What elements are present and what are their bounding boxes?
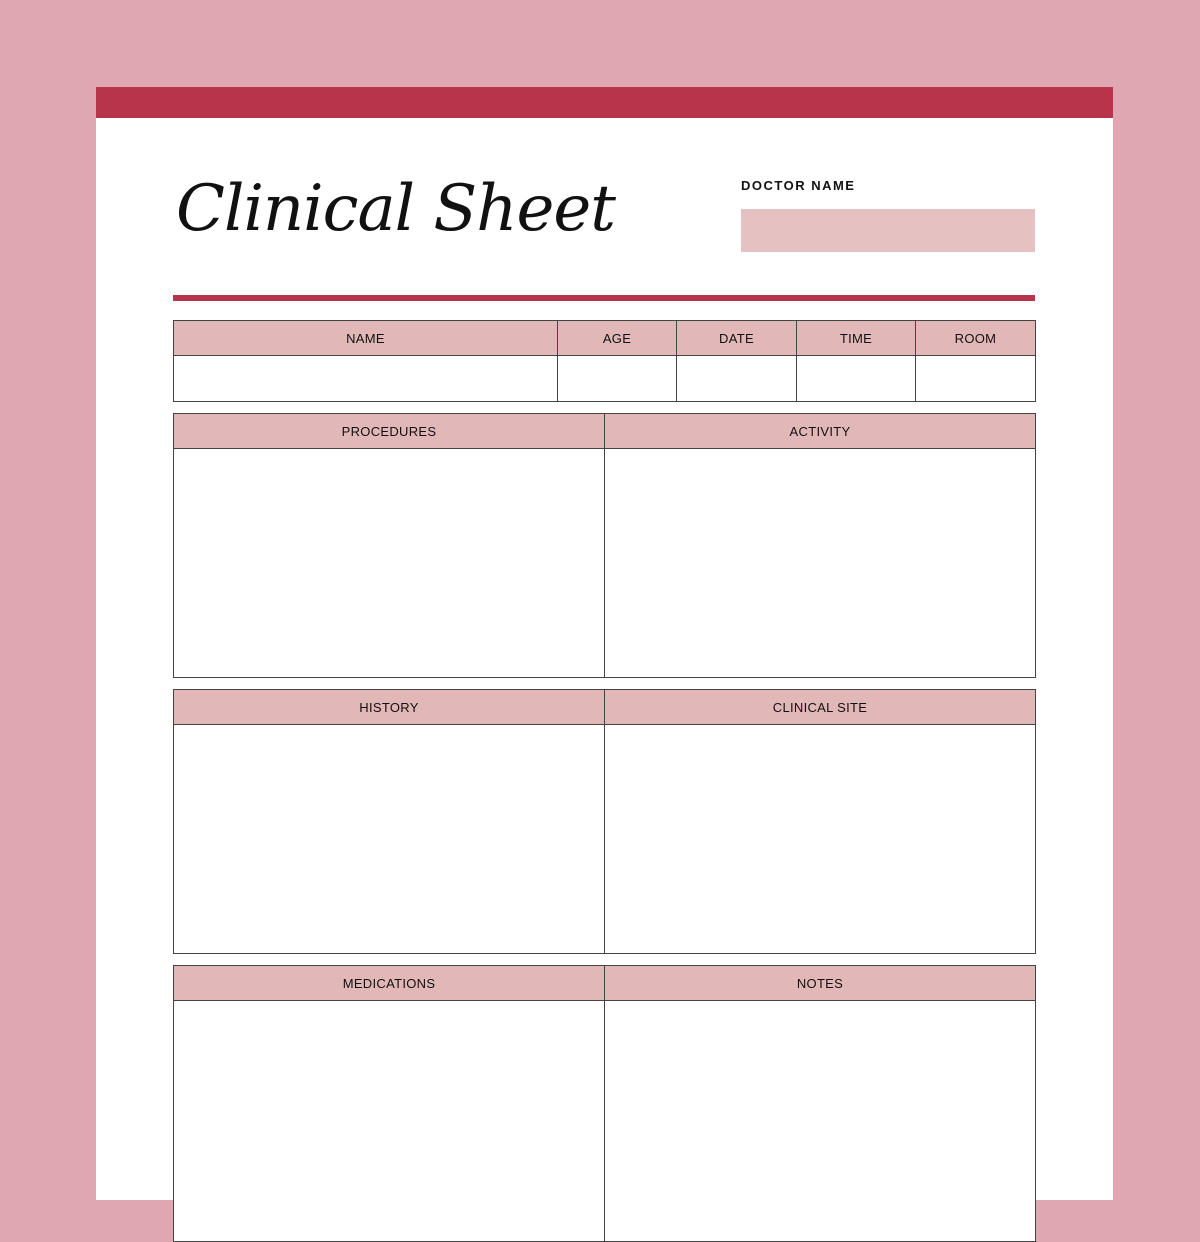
medications-area[interactable] <box>174 1001 605 1242</box>
header-procedures: PROCEDURES <box>174 414 605 449</box>
notes-area[interactable] <box>605 1001 1036 1242</box>
history-clinical-site-table <box>173 689 1036 954</box>
date-cell[interactable] <box>677 356 797 402</box>
time-cell[interactable] <box>797 356 916 402</box>
clinical-site-area[interactable] <box>605 725 1036 954</box>
top-accent-bar <box>96 87 1113 118</box>
title-divider <box>173 295 1035 301</box>
header-history: HISTORY <box>174 690 605 725</box>
doctor-name-field[interactable] <box>741 209 1035 252</box>
name-cell[interactable] <box>174 356 558 402</box>
medications-notes-table <box>173 965 1036 1242</box>
header-clinical-site: CLINICAL SITE <box>605 690 1036 725</box>
header-room: ROOM <box>916 321 1036 356</box>
header-name: NAME <box>174 321 558 356</box>
header-notes: NOTES <box>605 966 1036 1001</box>
header-medications: MEDICATIONS <box>174 966 605 1001</box>
header-activity: ACTIVITY <box>605 414 1036 449</box>
history-area[interactable] <box>174 725 605 954</box>
procedures-activity-table <box>173 413 1036 678</box>
activity-area[interactable] <box>605 449 1036 678</box>
header-date: DATE <box>677 321 797 356</box>
clinical-sheet-page <box>96 87 1113 1200</box>
room-cell[interactable] <box>916 356 1036 402</box>
header-age: AGE <box>558 321 677 356</box>
patient-info-table <box>173 320 1036 402</box>
age-cell[interactable] <box>558 356 677 402</box>
page-title: Clinical Sheet <box>176 172 615 246</box>
doctor-name-label: DOCTOR NAME <box>741 178 856 193</box>
procedures-area[interactable] <box>174 449 605 678</box>
header-time: TIME <box>797 321 916 356</box>
